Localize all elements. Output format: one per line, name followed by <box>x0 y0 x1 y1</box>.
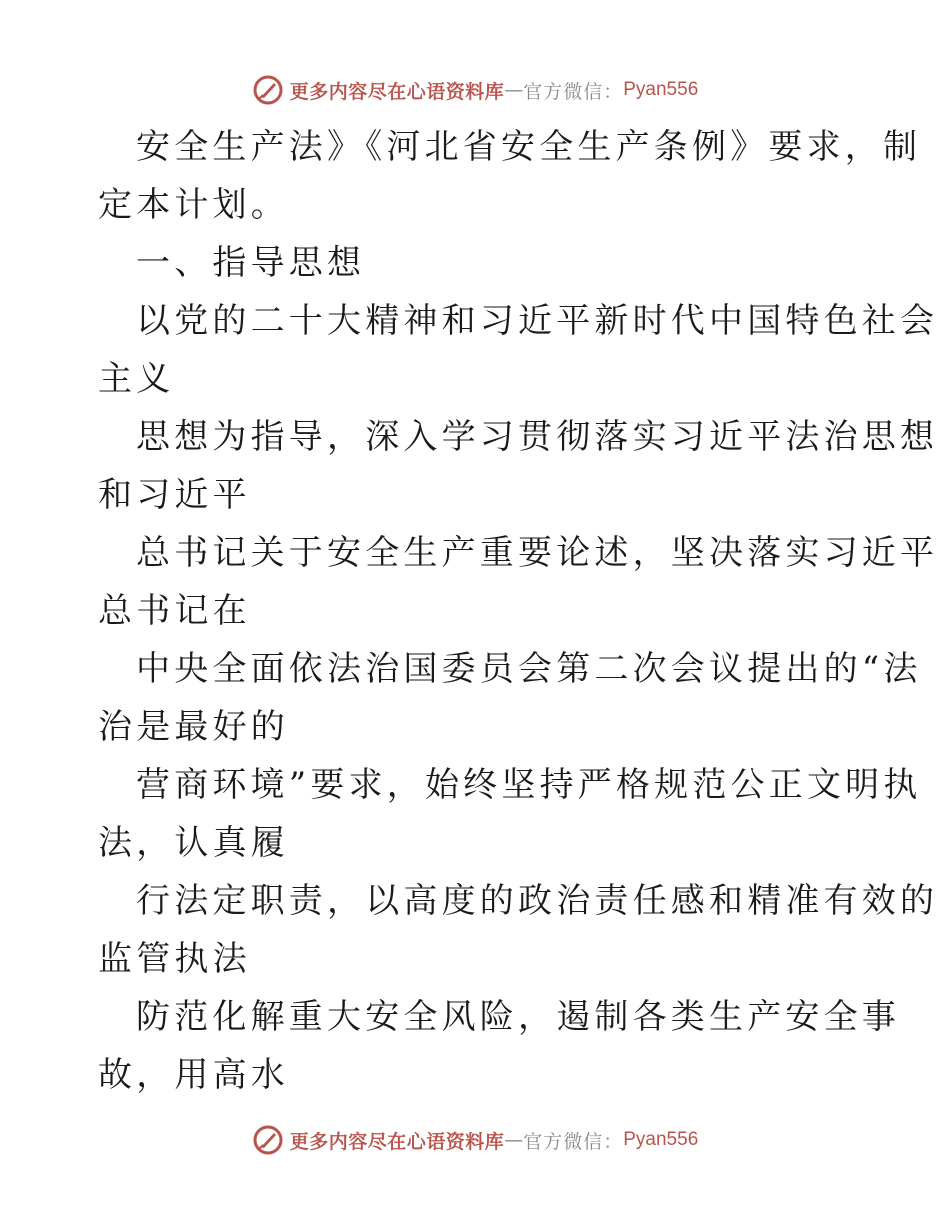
text-line: 总书记在 <box>98 591 251 631</box>
watermark-dash: — <box>504 79 524 101</box>
watermark-label: 官方微信： <box>523 1130 624 1153</box>
text-line: 营商环境”要求，始终坚持严格规范公正文明执 <box>136 765 922 805</box>
document-body <box>98 118 939 1104</box>
red-feather-logo-icon <box>252 1124 284 1156</box>
text-line: 总书记关于安全生产重要论述，坚决落实习近平 <box>136 533 939 573</box>
watermark-account-id: Pyan556 <box>623 1129 699 1150</box>
watermark-brand: 更多内容尽在心语资料库 <box>289 80 505 103</box>
text-line: 防范化解重大安全风险，遏制各类生产安全事 <box>136 997 900 1037</box>
text-line: 定本计划。 <box>98 185 289 225</box>
watermark-account-id: Pyan556 <box>623 79 699 100</box>
text-line: 以党的二十大精神和习近平新时代中国特色社会 <box>136 301 939 341</box>
watermark-text <box>290 77 699 104</box>
footer-watermark <box>0 1120 950 1160</box>
text-line: 和习近平 <box>98 475 251 515</box>
text-line: 治是最好的 <box>98 707 289 747</box>
text-line: 行法定职责，以高度的政治责任感和精准有效的 <box>136 881 939 921</box>
text-line: 安全生产法》《河北省安全生产条例》要求，制 <box>136 127 922 167</box>
watermark-brand: 更多内容尽在心语资料库 <box>289 1130 505 1153</box>
text-line: 中央全面依法治国委员会第二次会议提出的“法 <box>136 649 922 689</box>
text-line: 主义 <box>98 359 175 399</box>
section-heading: 一、指导思想 <box>136 243 366 283</box>
text-line: 思想为指导，深入学习贯彻落实习近平法治思想 <box>136 417 939 457</box>
text-line: 监管执法 <box>98 939 251 979</box>
text-line: 法，认真履 <box>98 823 289 863</box>
red-feather-logo-icon <box>252 74 284 106</box>
watermark-label: 官方微信： <box>523 80 624 103</box>
text-line: 故，用高水 <box>98 1055 289 1095</box>
watermark-text <box>290 1127 699 1154</box>
watermark-dash: — <box>504 1129 524 1151</box>
header-watermark <box>0 70 950 110</box>
